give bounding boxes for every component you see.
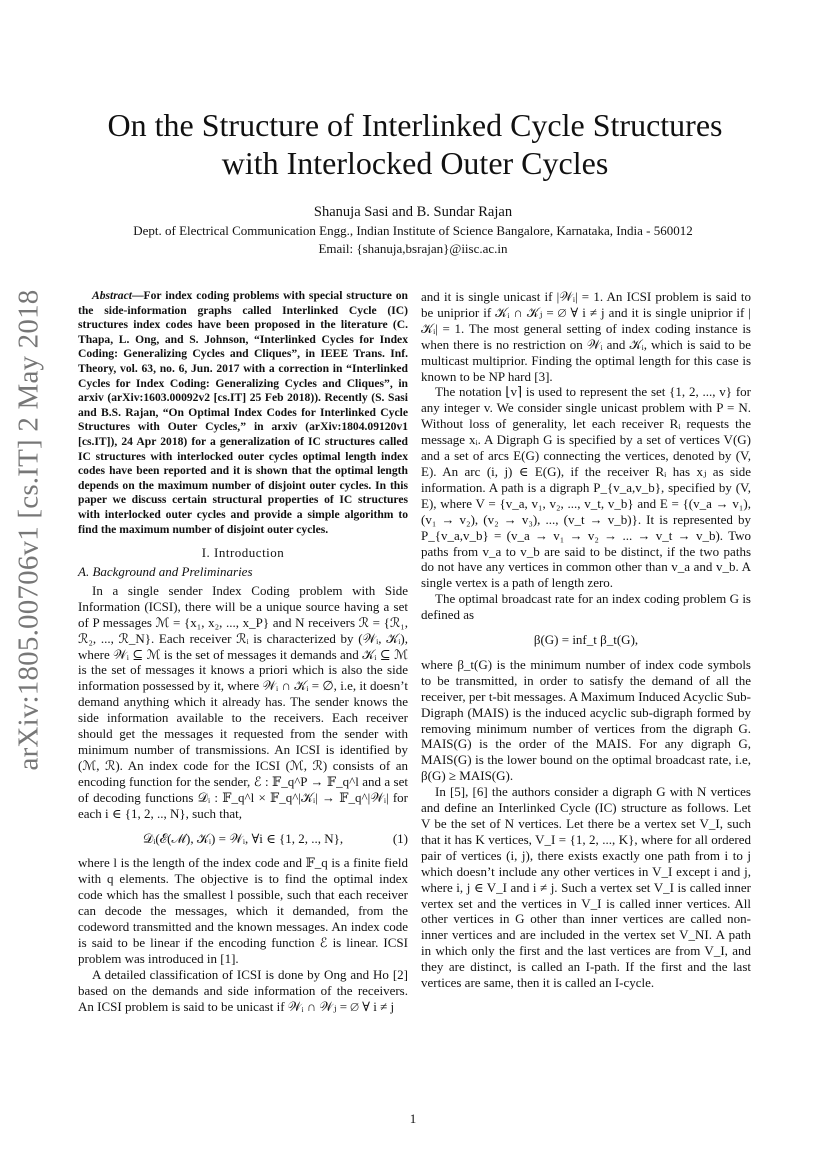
arxiv-id: arXiv:1805.00706v1 [cs.IT] 2 May 2018 [12, 289, 45, 771]
right-paragraph-1: and it is single unicast if |𝒲ᵢ| = 1. An ICSI problem is said to be uniprior if 𝒦ᵢ ∩ 𝒦ⱼ = ∅ ∀ i ≠ j and it is single uniprior if |𝒦ᵢ| = 1. The most general setting of index coding instance is when there is no restriction on 𝒲ᵢ and 𝒦ᵢ, which is said to be multicast multiprior. Finding the optimal length for this case is known to be NP hard [3]. [421, 289, 751, 384]
right-column [421, 289, 751, 991]
section-heading: I. Introduction [201, 545, 285, 561]
equation-1-body: 𝒟ᵢ(ℰ(ℳ), 𝒦ᵢ) = 𝒲ᵢ, ∀i ∈ {1, 2, .., N}, [142, 830, 344, 846]
abstract-label: Abstract [92, 289, 132, 302]
right-paragraph-3: The optimal broadcast rate for an index coding problem G is defined as [421, 591, 751, 623]
email: Email: {shanuja,bsrajan}@iisc.ac.in [318, 241, 508, 256]
affiliation: Dept. of Electrical Communication Engg., Indian Institute of Science Bangalore, Karnataka, India - 560012 [133, 223, 693, 238]
intro-paragraph-3: A detailed classification of ICSI is done by Ong and Ho [2] based on the demands and side information of the receivers. An ICSI problem is said to be unicast if 𝒲ᵢ ∩ 𝒲ⱼ = ∅ ∀ i ≠ j [78, 966, 408, 1014]
title-line-2: with Interlocked Outer Cycles [221, 145, 609, 181]
authors: Shanuja Sasi and B. Sundar Rajan [313, 204, 513, 220]
equation-1-number: (1) [392, 830, 408, 846]
right-paragraph-4: where β_t(G) is the minimum number of index code symbols to be transmitted, in order to satisfy the demand of all the receiver, per t-bit messages. A Maximum Induced Acyclic Sub-Digraph (MAIS) is the induced acyclic sub-digraph formed by removing minimum number of vertices from the digraph G. MAIS(G) is the order of the MAIS. For any digraph G, MAIS(G) is the lower bound on the optimal broadcast rate, i.e, β(G) ≥ MAIS(G). [421, 656, 751, 784]
right-paragraph-5: In [5], [6] the authors consider a digraph G with N vertices and define an Interlinked Cycle (IC) structure as follows. Let V be the set of N vertices. Let there be a vertex set V_I, such that it has K vertices, V_I = {1, 2, ..., K}, where for all ordered pair of vertices (i, j), there exists exactly one path from i to j which doesn’t include any other vertices in V_I except i and j, where i, j ∈ V_I and i ≠ j. Such a vertex set V_I is called inner vertex set and the vertices in V_I is called inner vertices. All other vertices in G other than inner vertices are called non-inner vertices and are included in the vertex set V_NI. A path in which only the first and the last vertices are from V_I, and they are distinct, is called an I-path. If the first and the last vertices are same, then it is called an I-cycle. [421, 784, 751, 991]
right-paragraph-2: The notation ⌊v⌉ is used to represent the set {1, 2, ..., v} for any integer v. We consider single unicast problem with P = N. Without loss of generality, let each receiver Rᵢ requests the message xᵢ. A Digraph G is specified by a set of vertices V(G) and a set of arcs E(G) connecting the vertices, denoted by (V, E). An arc (i, j) ∈ E(G), if the receiver Rᵢ has xⱼ as side information. A path is a digraph P_{v_a,v_b}, specified by (V, E), where V = {v_a, v₁, v₂, ..., v_t, v_b} and E = {(v_a → v₁), (v₁ → v₂), (v₂ → v₃), ..., (v_t → v_b)}. It is represented by P_{v_a,v_b} = (v_a → v₁ → v₂ → ... → v_t → v_b). Two paths from v_a to v_b are said to be distinct, if the two paths do not have any vertices in common other than v_a and v_b. A single vertex is a path of length zero. [421, 384, 751, 591]
affiliation-block [0, 222, 826, 258]
abstract-text: —For index coding problems with special structure on the side-information graphs called Interlinked Cycle (IC) structures index codes have been proposed in the literature (C. Thapa, L. Ong, and S. Johnson, “Interlinked Cycles for Index Coding: Generalizing Cycles and Cliques”, in IEEE Trans. Inf. Theory, vol. 63, no. 6, Jun. 2017 with a correction in “Interlinked Cycles for Index Coding: Generalizing Cycles and Cliques”, in arxiv (arXiv:1603.00092v2 [cs.IT] 25 Feb 2018)). Recently (S. Sasi and B.S. Rajan, “On Optimal Index Codes for Interlinked Cycle Structures with Outer Cycles,” in arxiv (arXiv:1804.09120v1 [cs.IT]), 24 Apr 2018) for a generalization of IC structures called IC structures with interlocked outer cycles optimal length index codes have been reported and it is shown that the optimal length depends on the maximum number of disjoint outer cycles. In this paper we discuss certain structural properties of IC structures with interlocked outer cycles and provide a simple algorithm to find the maximum number of disjoint outer cycles. [78, 289, 408, 536]
intro-paragraph-2: where l is the length of the index code and 𝔽_q is a finite field with q elements. The objective is to find the optimal index code which has the smallest l possible, such that each receiver can decode the messages, which it demanded, from the codeword transmitted and the known messages. An index code is said to be linear if the encoding function ℰ is linear. ICSI problem was introduced in [1]. [78, 855, 408, 966]
left-column [78, 289, 408, 1014]
abstract [78, 289, 408, 537]
intro-paragraph-1: In a single sender Index Coding problem with Side Information (ICSI), there will be a unique source having a set of P messages ℳ = {x₁, x₂, ..., x_P} and N receivers ℛ = {ℛ₁, ℛ₂, ..., ℛ_N}. Each receiver ℛᵢ is characterized by (𝒲ᵢ, 𝒦ᵢ), where 𝒲ᵢ ⊆ ℳ is the set of messages it demands and 𝒦ᵢ ⊆ ℳ is the set of messages it knows a priori which is also the side information possessed by it, where 𝒲ᵢ ∩ 𝒦ᵢ = ∅, i.e, it doesn’t demand anything which it already has. The sender knows the side information available to the receivers. Each receiver should get the messages it requested from the sender with minimum number of transmissions. An ICSI is identified by (ℳ, ℛ). An index code for the ICSI (ℳ, ℛ) consists of an encoding function for the sender, ℰ : 𝔽_q^P → 𝔽_q^l and a set of decoding functions 𝒟ᵢ : 𝔽_q^l × 𝔽_q^|𝒦ᵢ| → 𝔽_q^|𝒲ᵢ| for each i ∈ {1, 2, .., N}, such that, [78, 582, 408, 821]
equation-2: β(G) = inf_t β_t(G), [533, 632, 639, 648]
title-line-1: On the Structure of Interlinked Cycle Structures [107, 107, 723, 143]
equation-1 [78, 831, 408, 847]
page-number: 1 [409, 1111, 417, 1126]
arxiv-sidebar [0, 280, 59, 780]
subsection-heading: A. Background and Preliminaries [78, 564, 253, 579]
paper-title [70, 106, 760, 182]
